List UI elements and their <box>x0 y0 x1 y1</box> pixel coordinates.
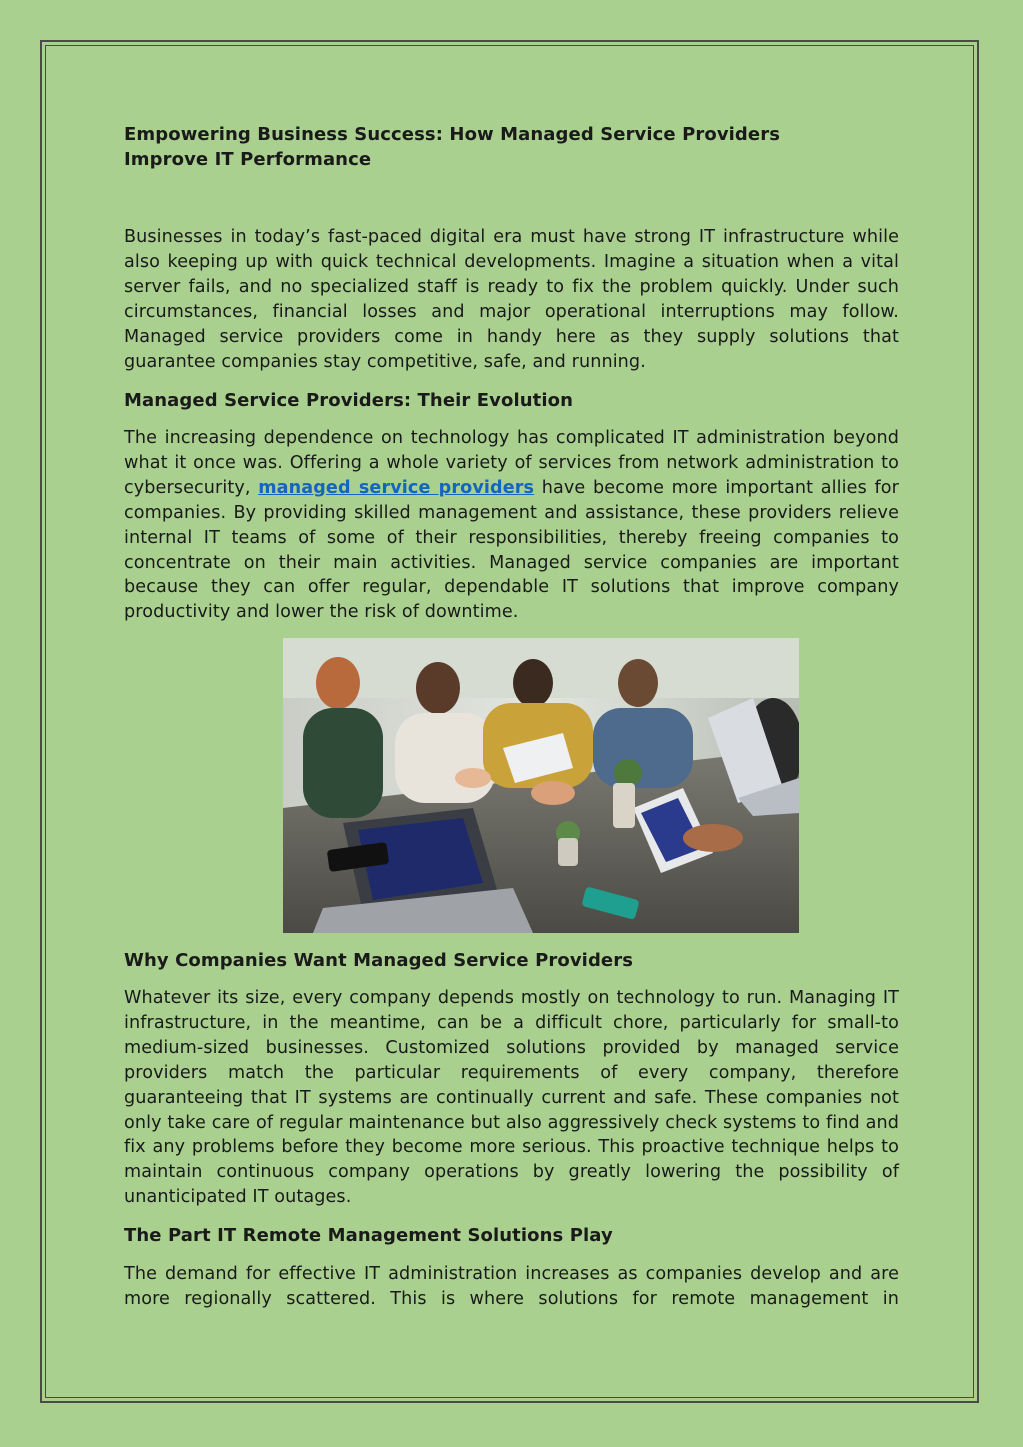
evolution-text-after: have become more important allies for companies. By providing skilled management and assistance, these providers relieve internal IT teams of some of their responsibilities, thereby freeing companies to concentrate on their main activities. Managed service companies are important because they can offer regular, dependable IT solutions that improve company productivity and lower the risk of downtime. <box>124 477 899 623</box>
document-title <box>124 122 884 172</box>
evolution-text-before: The increasing dependence on technology has complicated IT administration beyond what it once was. Offering a whole variety of services from network administration to cybersecurity, <box>124 428 899 498</box>
section-heading-remote: The Part IT Remote Management Solutions Play <box>124 1225 613 1246</box>
section-heading-evolution: Managed Service Providers: Their Evolution <box>124 390 573 411</box>
team-meeting-photo <box>283 638 799 933</box>
why-paragraph: Whatever its size, every company depends mostly on technology to run. Managing IT infrastructure, in the meantime, can be a difficult chore, particularly for small-to medium-sized businesses. Customized solutions provided by managed service providers match the particular requirements of every company, therefore guaranteeing that IT systems are continually current and safe. These companies not only take care of regular maintenance but also aggressively check systems to find and fix any problems before they become more serious. This proactive technique helps to maintain continuous company operations by greatly lowering the possibility of unanticipated IT outages. <box>124 988 899 1208</box>
title-line-2: Improve IT Performance <box>124 149 372 170</box>
title-line-1: Empowering Business Success: How Managed Service Providers <box>124 124 781 145</box>
section-heading-why: Why Companies Want Managed Service Providers <box>124 950 634 971</box>
intro-paragraph: Businesses in today’s fast-paced digital era must have strong IT infrastructure while also keeping up with quick technical developments. Imagine a situation when a vital server fails, and no specialized staff is ready to fix the problem quickly. Under such circumstances, financial losses and major operational interruptions may follow. Managed service providers come in handy here as they supply solutions that guarantee companies stay competitive, safe, and running. <box>124 227 899 372</box>
managed-service-providers-link[interactable]: managed service providers <box>258 477 535 498</box>
evolution-paragraph <box>124 426 899 625</box>
remote-paragraph: The demand for effective IT administration increases as companies develop and are more regionally scattered. This is where solutions for remote management in <box>124 1264 899 1309</box>
